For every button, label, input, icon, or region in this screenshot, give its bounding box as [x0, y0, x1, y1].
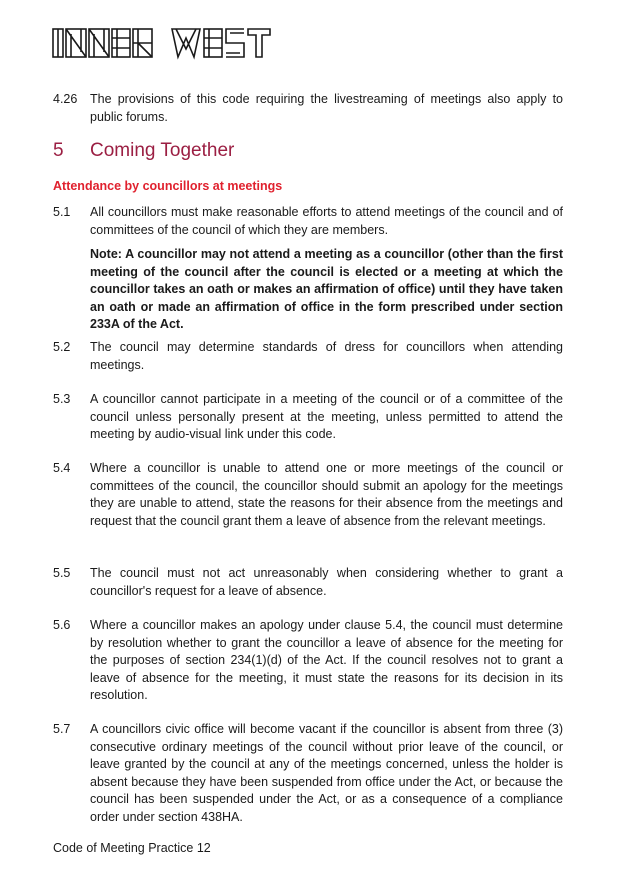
clause-number: 5.5 [53, 566, 71, 580]
clause-5-1 [53, 204, 563, 239]
clause-text: The council must not act unreasonably when considering whether to grant a councillor's request for a leave of absence. [90, 566, 563, 598]
clause-5-4 [53, 460, 563, 530]
clause-text: The provisions of this code requiring the livestreaming of meetings also apply to public forums. [90, 92, 563, 124]
clause-number: 5.6 [53, 618, 71, 632]
clause-5-2 [53, 339, 563, 374]
clause-number: 5.7 [53, 722, 71, 736]
footer-page-number: 12 [196, 841, 211, 855]
section-number: 5 [53, 140, 64, 161]
page-footer [53, 841, 211, 855]
clause-5-3 [53, 391, 563, 444]
note-text: Note: A councillor may not attend a meeting as a councillor (other than the first meeting of the council after the council is elected or a meeting at which the councillor takes an oath or makes an affirmation of office) until they have taken an oath or made an affirmation of office in the form prescribed under section 233A of the Act. [90, 247, 563, 331]
clause-4-26 [53, 91, 563, 126]
clause-number: 5.3 [53, 392, 71, 406]
clause-text: Where a councillor is unable to attend one or more meetings of the council or committees of the council, the councillor should submit an apology for the meetings they are unable to attend, state the reasons for their absence from the meetings and request that the council grant them a leave of absence from the relevant meetings. [90, 461, 563, 528]
section-title: Coming Together [90, 140, 235, 161]
clause-note [53, 246, 563, 334]
clause-text: A councillors civic office will become vacant if the councillor is absent from three (3) consecutive ordinary meetings of the council without prior leave of the council, or leave granted by the council at any of the meetings concerned, unless the holder is absent because they have been suspended from office under the Act, or because the council has been suspended under the Act, or as a consequence of a compliance order under section 438HA. [90, 722, 563, 824]
clause-text: Where a councillor makes an apology under clause 5.4, the council must determine by resolution whether to grant the councillor a leave of absence for the meeting for the purposes of section 234(1)(d) of the Act. If the council resolves not to grant a leave of absence for the meeting, it must state the reasons for its decision in its resolution. [90, 618, 563, 702]
clause-number: 5.1 [53, 205, 71, 219]
clause-5-7 [53, 721, 563, 826]
footer-doc-title: Code of Meeting Practice [53, 841, 194, 855]
clause-5-6 [53, 617, 563, 705]
clause-text: All councillors must make reasonable efforts to attend meetings of the council and of committees of the council of which they are members. [90, 205, 563, 237]
inner-west-logo [52, 24, 288, 62]
clause-text: A councillor cannot participate in a meeting of the council or of a committee of the council unless personally present at the meeting, unless permitted to attend the meeting by audio-visual link under this code. [90, 392, 563, 441]
clause-text: The council may determine standards of dress for councillors when attending meetings. [90, 340, 563, 372]
clause-number: 4.26 [53, 92, 78, 106]
subsection-title: Attendance by councillors at meetings [53, 179, 283, 193]
clause-number: 5.4 [53, 461, 71, 475]
clause-number: 5.2 [53, 340, 71, 354]
clause-5-5 [53, 565, 563, 600]
